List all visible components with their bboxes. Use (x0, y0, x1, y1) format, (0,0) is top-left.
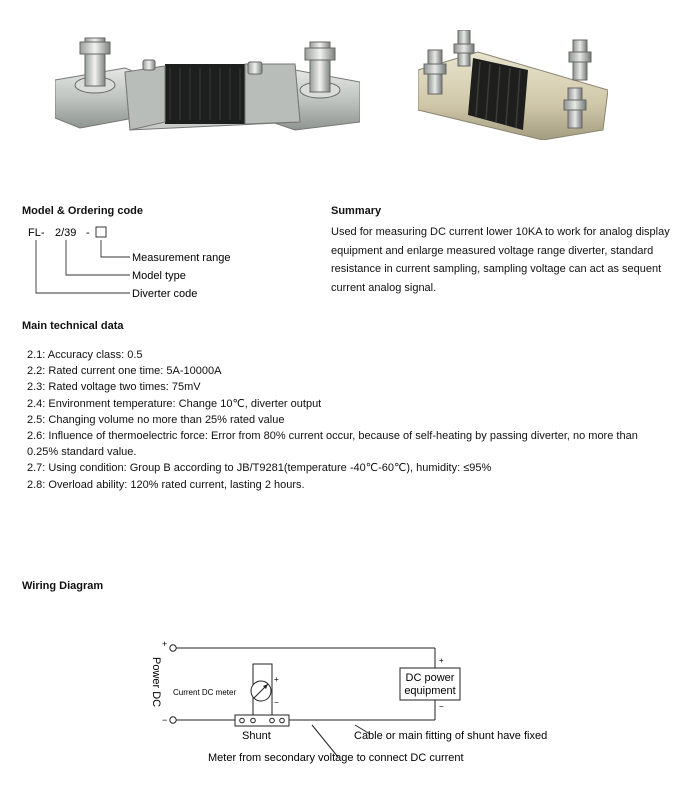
spec-item: 2.8: Overload ability: 120% rated current, lasting 2 hours. (27, 478, 305, 491)
spec-item: 2.6: Influence of thermoelectric force: Error from 80% current occur, because of self-heating by passing diverter, no more than (27, 430, 638, 443)
code-label-diverter: Diverter code (132, 288, 198, 300)
power-plus-terminal (170, 645, 176, 651)
summary-line: current analog signal. (331, 281, 437, 294)
equipment-label-line1: DC power (405, 672, 455, 684)
wiring-diagram (140, 635, 580, 775)
spec-item: 2.1: Accuracy class: 0.5 (27, 349, 143, 361)
spec-item: 2.4: Environment temperature: Change 10℃, diverter output (27, 397, 322, 410)
power-minus-terminal (170, 717, 176, 723)
power-minus-sign: − (162, 715, 168, 725)
spec-item: 2.3: Rated voltage two times: 75mV (27, 381, 201, 394)
summary-line: resistance in current sampling, sampling voltage can act as sequent (331, 263, 662, 275)
code-prefix: FL- (28, 227, 45, 239)
cable-label: Cable or main fitting of shunt have fixed (354, 730, 548, 742)
spec-item: 2.5: Changing volume no more than 25% rated value (27, 413, 285, 426)
spec-item: 2.2: Rated current one time: 5A-10000A (27, 365, 222, 378)
product-photo-right (418, 30, 608, 140)
spec-item: 2.7: Using condition: Group B according to JB/T9281(temperature -40℃-60℃), humidity: ≤95% (27, 462, 492, 475)
summary-text (331, 223, 691, 297)
code-label-model: Model type (132, 270, 186, 282)
equipment-label-line2: equipment (404, 685, 456, 697)
power-plus-sign: + (162, 639, 168, 649)
meter-label: Current DC meter (173, 688, 237, 697)
product-photo-left (55, 30, 360, 140)
code-range-box (96, 227, 106, 237)
power-dc-label: Power DC (150, 657, 162, 708)
code-separator: - (86, 227, 90, 239)
equipment-minus-sign: − (439, 702, 444, 711)
shunt-label: Shunt (242, 730, 271, 742)
ordering-code-diagram (22, 222, 262, 306)
technical-heading: Main technical data (22, 320, 124, 332)
wiring-heading: Wiring Diagram (22, 580, 104, 592)
spec-item: 0.25% standard value. (27, 446, 137, 459)
summary-line: equipment and enlarge measured voltage range diverter, standard (331, 244, 654, 257)
meter-note: Meter from secondary voltage to connect DC current (208, 752, 464, 764)
ordering-heading: Model & Ordering code (22, 205, 144, 217)
summary-line: Used for measuring DC current lower 10KA to work for analog display (331, 226, 670, 238)
meter-plus-sign: + (274, 675, 279, 684)
meter-minus-sign: − (274, 698, 279, 707)
code-model: 2/39 (55, 227, 77, 239)
summary-heading: Summary (331, 205, 382, 217)
technical-list (27, 347, 638, 493)
code-label-range: Measurement range (132, 252, 231, 264)
equipment-plus-sign: + (439, 656, 444, 665)
